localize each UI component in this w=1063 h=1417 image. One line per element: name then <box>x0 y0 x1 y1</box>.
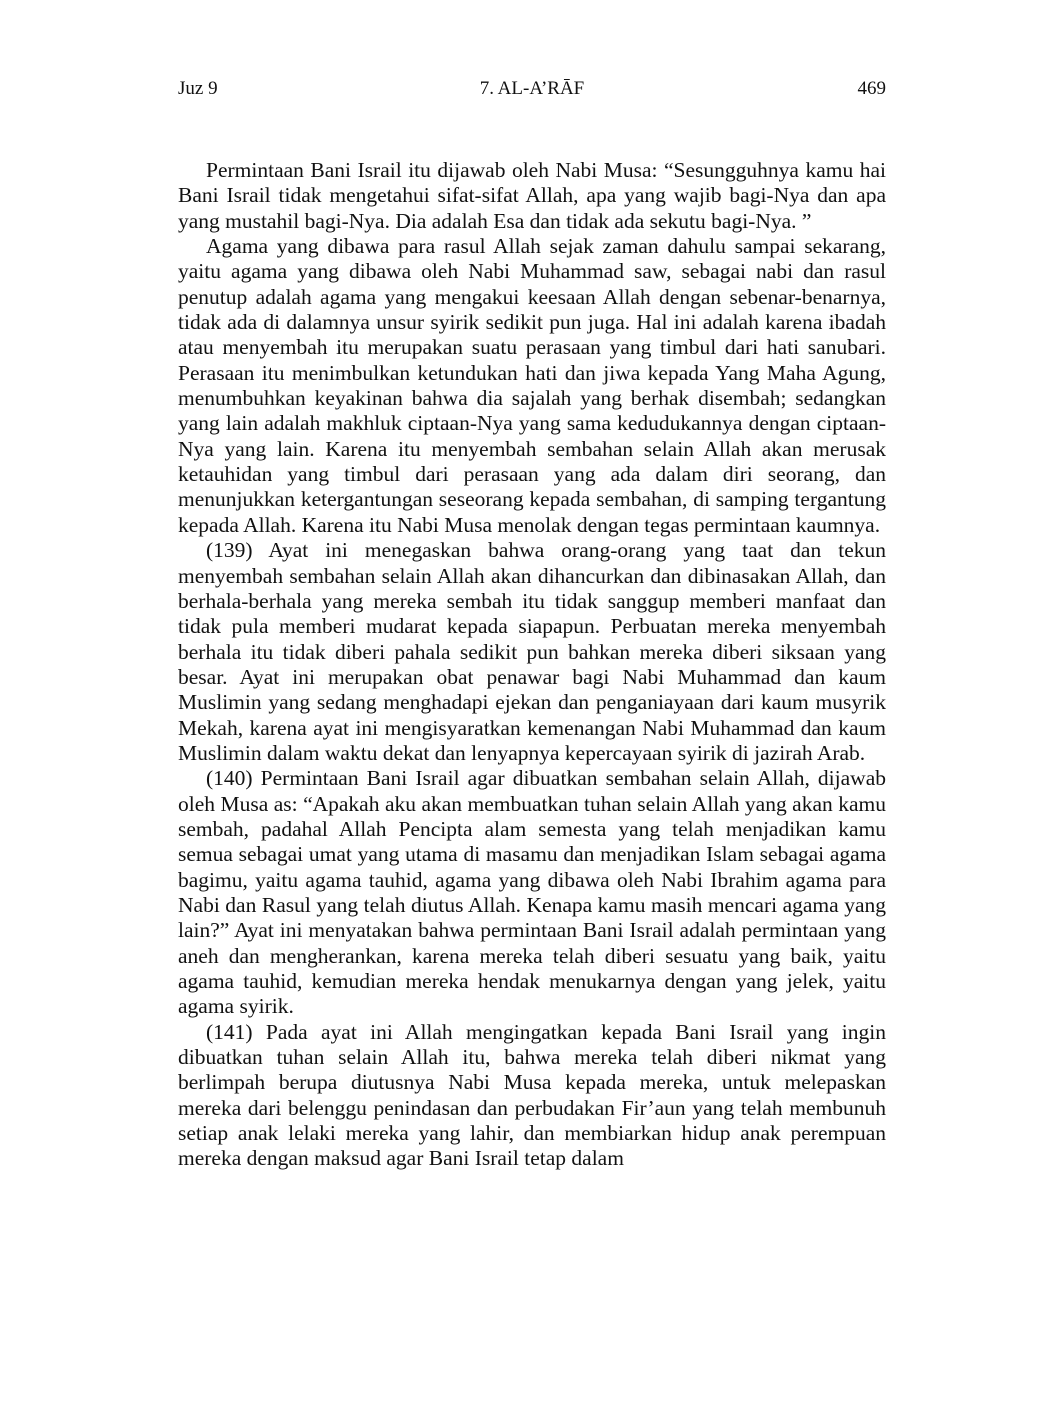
paragraph: (139) Ayat ini menegaskan bahwa orang-orang yang taat dan tekun menyembah sembahan selain Allah akan dihancurkan dan dibinasakan Allah, dan berhala-berhala yang mereka sembah itu tidak sanggup memberi manfaat dan tidak pula memberi mudarat kepada siapapun. Perbuatan mereka menyembah berhala itu tidak diberi pahala sedikit pun bahkan mereka diberi siksaan yang besar. Ayat ini merupakan obat penawar bagi Nabi Muhammad dan kaum Muslimin yang sedang menghadapi ejekan dan penganiayaan dari kaum musyrik Mekah, karena ayat ini mengisyaratkan kemenangan Nabi Muhammad dan kaum Muslimin dalam waktu dekat dan lenyapnya kepercayaan syirik di jazirah Arab. <box>178 538 886 765</box>
running-header <box>178 74 886 104</box>
paragraph: (141) Pada ayat ini Allah mengingatkan kepada Bani Israil yang ingin dibuatkan tuhan selain Allah itu, bahwa mereka telah diberi nikmat yang berlimpah berupa diutusnya Nabi Musa kepada mereka, untuk melepaskan mereka dari belenggu penindasan dan perbudakan Fir’aun yang telah membunuh setiap anak lelaki mereka yang lahir, dan membiarkan hidup anak perempuan mereka dengan maksud agar Bani Israil tetap dalam <box>178 1019 886 1171</box>
chapter-title: 7. AL-A’RĀF <box>479 78 585 99</box>
paragraph: (140) Permintaan Bani Israil agar dibuatkan sembahan selain Allah, dijawab oleh Musa as: “Apakah aku akan membuatkan tuhan selain Allah yang akan kamu sembah, padahal Allah Pencipta alam semesta yang telah menjadikan kamu semua sebagai umat yang utama di masamu dan menjadikan Islam sebagai agama bagimu, yaitu agama tauhid, agama yang dibawa oleh Nabi Ibrahim agama para Nabi dan Rasul yang telah diutus Allah. Kenapa kamu masih mencari agama yang lain?” Ayat ini menyatakan bahwa permintaan Bani Israil adalah permintaan yang aneh dan mengherankan, karena mereka telah diberi sesuatu yang baik, yaitu agama tauhid, kemudian mereka hendak menukarnya dengan yang jelek, yaitu agama syirik. <box>178 766 886 1019</box>
juz-label: Juz 9 <box>178 78 218 99</box>
paragraph: Agama yang dibawa para rasul Allah sejak zaman dahulu sampai sekarang, yaitu agama yang dibawa oleh Nabi Muhammad saw, sebagai nabi dan rasul penutup adalah agama yang mengakui keesaan Allah dengan sebenar-benarnya, tidak ada di dalamnya unsur syirik sedikit pun juga. Hal ini adalah karena ibadah atau menyembah itu merupakan suatu perasaan yang timbul dari hati sanubari. Perasaan itu menimbulkan ketundukan hati dan jiwa kepada Yang Maha Agung, menumbuhkan keyakinan bahwa dia sajalah yang berhak disembah; sedangkan yang lain adalah makhluk ciptaan-Nya yang sama kedudukannya dengan ciptaan-Nya yang lain. Karena itu menyembah sembahan selain Allah akan merusak ketauhidan yang timbul dari perasaan yang ada dalam diri seorang, dan menunjukkan ketergantungan seseorang kepada sembahan, di samping tergantung kepada Allah. Karena itu Nabi Musa menolak dengan tegas permintaan kaumnya. <box>178 234 886 537</box>
page-number: 469 <box>857 78 886 99</box>
document-page <box>178 74 886 1172</box>
body-text <box>178 158 886 1172</box>
paragraph: Permintaan Bani Israil itu dijawab oleh Nabi Musa: “Sesungguhnya kamu hai Bani Israil tidak mengetahui sifat-sifat Allah, apa yang wajib bagi-Nya dan apa yang mustahil bagi-Nya. Dia adalah Esa dan tidak ada sekutu bagi-Nya. ” <box>178 158 886 233</box>
